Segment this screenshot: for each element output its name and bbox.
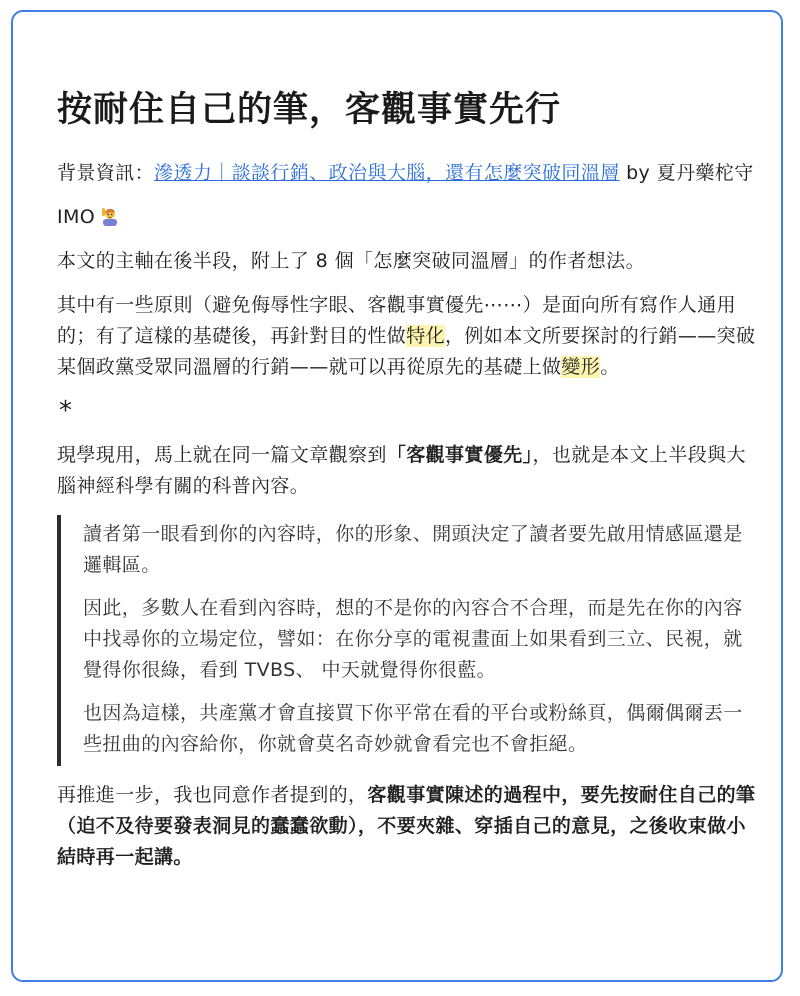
- paragraph-main-axis: 本文的主軸在後半段，附上了 8 個「怎麼突破同溫層」的作者想法。: [57, 250, 645, 272]
- page-title: 按耐住自己的筆，客觀事實先行: [57, 90, 562, 130]
- person-raising-hand-icon: [99, 206, 119, 226]
- principles-text: 其中有一些原則（避免侮辱性字眼、客觀事實優先⋯⋯）是面向所有寫作人通用的；有了這樣的基礎後，再針對目的性做: [57, 294, 737, 347]
- note-card: [11, 10, 783, 982]
- highlight-specialize: 特化: [406, 325, 446, 347]
- background-label: 背景資訊：: [57, 162, 155, 184]
- principles-text-cont: ，例如本文所要探討的行銷——突破某個政黨受眾同溫層的行銷——就可以再從原先的基礎上做: [57, 325, 756, 378]
- principles-text-end: 。: [600, 356, 620, 378]
- imo-label: IMO: [57, 206, 96, 228]
- background-author: by 夏丹藥柁守: [619, 162, 754, 184]
- quote-block: [57, 515, 757, 766]
- observation-text-cont: ，也就是本文上半段與大腦神經科學有關的科普內容。: [57, 444, 746, 497]
- quote-paragraph: 讀者第一眼看到你的內容時，你的形象、開頭決定了讀者要先啟用情感區還是邏輯區。: [83, 523, 743, 576]
- quote-paragraph: 也因為這樣，共產黨才會直接買下你平常在看的平台或粉絲頁，偶爾偶爾丟一些扭曲的內容給你，你就會莫名奇妙就會看完也不會拒絕。: [83, 702, 743, 755]
- note-content: [57, 86, 757, 886]
- paragraph-conclusion: [57, 780, 757, 873]
- source-article-link[interactable]: 滲透力｜談談行銷、政治與大腦，還有怎麼突破同溫層: [154, 162, 620, 184]
- observation-bold: 「客觀事實優先」: [386, 444, 533, 466]
- paragraph-observation: [57, 440, 757, 502]
- conclusion-text: 再推進一步，我也同意作者提到的，: [57, 784, 368, 806]
- quote-paragraph: 因此，多數人在看到內容時，想的不是你的內容合不合理，而是先在你的內容中找尋你的立場定位，譬如：在你分享的電視畫面上如果看到三立、民視，就覺得你很綠，看到 TVBS、 中天就覺得你很藍。: [83, 597, 743, 681]
- imo-line: [57, 202, 757, 233]
- paragraph-principles: [57, 290, 757, 383]
- background-info: [57, 158, 757, 189]
- highlight-transform: 變形: [561, 356, 601, 378]
- observation-text: 現學現用，馬上就在同一篇文章觀察到: [57, 444, 387, 466]
- conclusion-bold: 客觀事實陳述的過程中，要先按耐住自己的筆（迫不及待要發表洞見的蠢蠢欲動），不要夾雜、穿插自己的意見，之後收束做小結時再一起講。: [57, 784, 756, 868]
- section-divider: *: [59, 396, 72, 426]
